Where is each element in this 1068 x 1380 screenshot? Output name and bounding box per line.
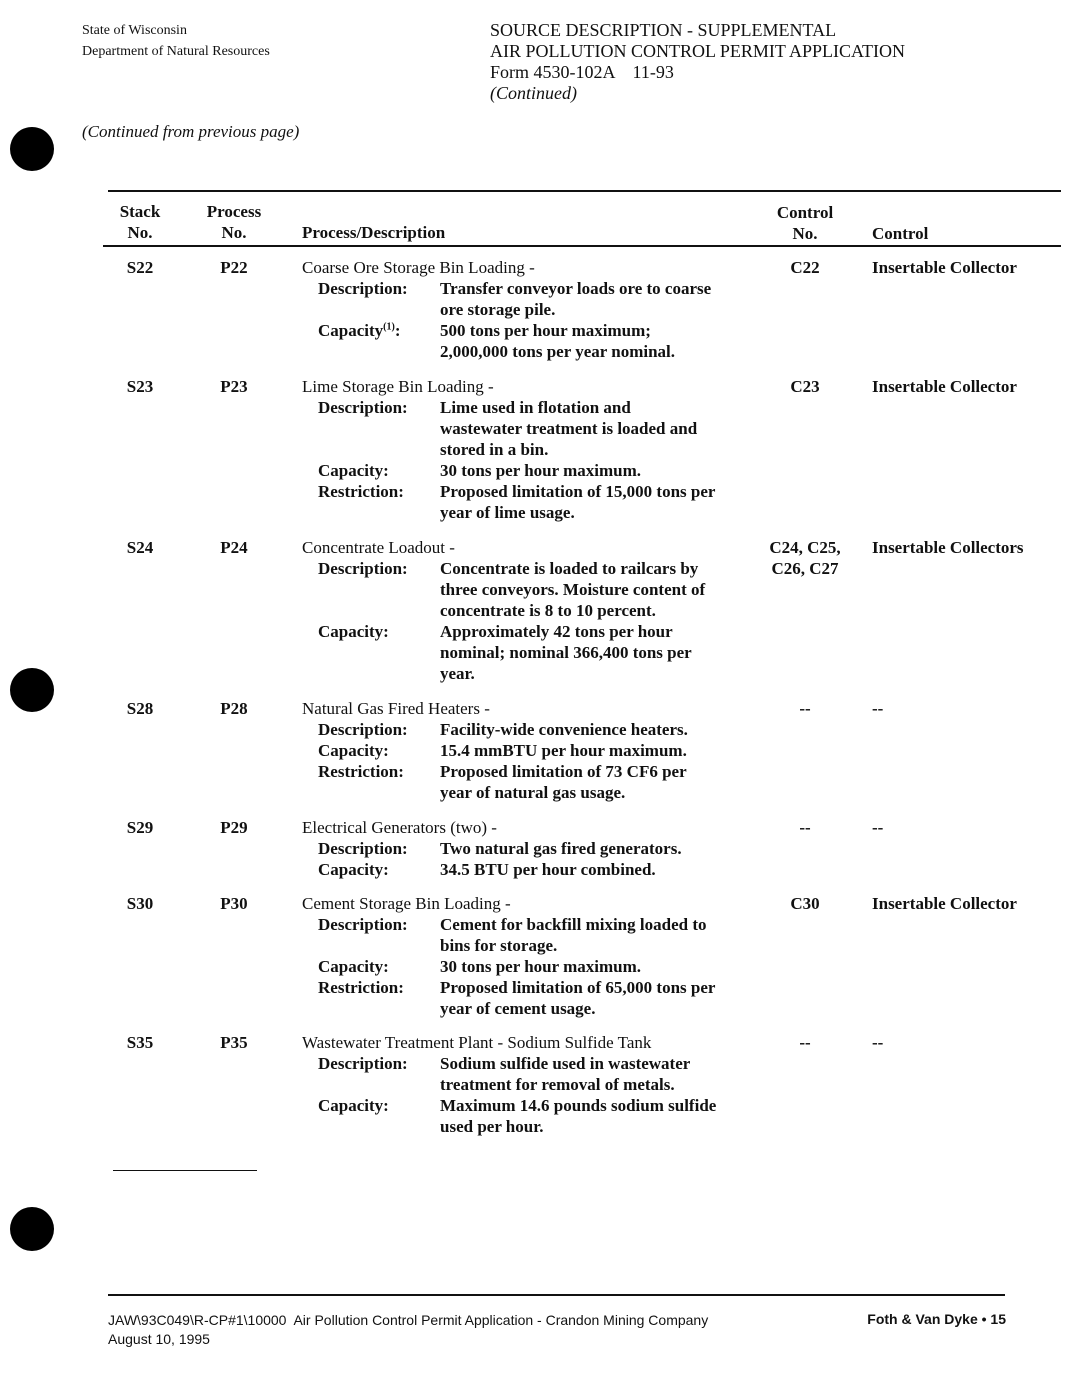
detail-label-text: Restriction: xyxy=(318,762,404,781)
detail-line xyxy=(302,1074,752,1095)
binder-hole-bottom xyxy=(10,1207,54,1251)
detail-label xyxy=(302,663,440,684)
stack-number: S22 xyxy=(126,258,154,277)
stack-number: S30 xyxy=(126,894,154,913)
detail-label xyxy=(302,977,440,998)
process-details xyxy=(302,719,752,803)
control-number-line: C26, C27 xyxy=(771,559,839,578)
detail-label xyxy=(302,859,440,880)
binder-hole-middle xyxy=(10,668,54,712)
detail-label xyxy=(302,320,440,341)
control-number-line: C24, C25, xyxy=(769,538,841,557)
detail-text: Two natural gas fired generators. xyxy=(440,839,682,858)
detail-label xyxy=(302,719,440,740)
agency-department: Department of Natural Resources xyxy=(82,44,270,59)
control-type: Insertable Collector xyxy=(872,377,1017,396)
detail-text: Approximately 42 tons per hour xyxy=(440,622,673,641)
detail-line xyxy=(302,558,752,579)
detail-line xyxy=(302,579,752,600)
process-details xyxy=(302,914,752,1019)
detail-label-text: Description: xyxy=(318,279,408,298)
detail-line xyxy=(302,460,752,481)
detail-line xyxy=(302,859,752,880)
detail-text: Cement for backfill mixing loaded to xyxy=(440,915,707,934)
detail-label-text: Capacity: xyxy=(318,860,389,879)
detail-label-text: Description: xyxy=(318,1054,408,1073)
agency-state: State of Wisconsin xyxy=(82,23,187,38)
detail-line xyxy=(302,621,752,642)
process-title: Lime Storage Bin Loading - xyxy=(302,377,494,396)
col-header-process xyxy=(198,201,270,243)
detail-label xyxy=(302,740,440,761)
detail-text: nominal; nominal 366,400 tons per xyxy=(440,643,692,662)
detail-label-text: Description: xyxy=(318,915,408,934)
detail-label xyxy=(302,397,440,418)
detail-text: year of cement usage. xyxy=(440,999,596,1018)
detail-line xyxy=(302,782,752,803)
detail-line xyxy=(302,956,752,977)
control-number-line: C30 xyxy=(790,894,820,913)
process-title: Electrical Generators (two) - xyxy=(302,818,497,837)
control-number xyxy=(755,1032,855,1053)
process-number: P29 xyxy=(220,818,248,837)
table-header-rule xyxy=(103,245,1061,247)
detail-line xyxy=(302,1053,752,1074)
detail-label xyxy=(302,481,440,502)
control-number xyxy=(755,537,855,579)
form-title-line1: SOURCE DESCRIPTION - SUPPLEMENTAL xyxy=(490,20,837,40)
detail-line xyxy=(302,439,752,460)
detail-text: stored in a bin. xyxy=(440,440,549,459)
control-number-line: C22 xyxy=(790,258,820,277)
detail-line xyxy=(302,642,752,663)
col-header-process-line2: No. xyxy=(221,223,247,242)
detail-label xyxy=(302,761,440,782)
detail-label xyxy=(302,418,440,439)
stack-number: S29 xyxy=(126,818,154,837)
detail-label-text: Capacity: xyxy=(318,741,389,760)
footnote-rule xyxy=(113,1170,257,1171)
detail-line xyxy=(302,838,752,859)
control-number xyxy=(755,257,855,278)
process-number: P28 xyxy=(220,699,248,718)
detail-label xyxy=(302,341,440,362)
detail-text: bins for storage. xyxy=(440,936,558,955)
col-header-control-no-line2: No. xyxy=(792,224,818,243)
control-type: -- xyxy=(872,818,884,837)
detail-text: Sodium sulfide used in wastewater xyxy=(440,1054,691,1073)
detail-label-text: Capacity: xyxy=(318,1096,389,1115)
detail-line xyxy=(302,397,752,418)
detail-label xyxy=(302,956,440,977)
control-type: -- xyxy=(872,1033,884,1052)
control-number-line: C23 xyxy=(790,377,820,396)
stack-number: S35 xyxy=(126,1033,154,1052)
detail-label xyxy=(302,278,440,299)
control-number xyxy=(755,698,855,719)
col-header-stack xyxy=(110,201,170,243)
detail-line xyxy=(302,740,752,761)
detail-label-text: Description: xyxy=(318,398,408,417)
form-number: Form 4530-102A 11-93 xyxy=(490,62,674,82)
detail-label-text: Restriction: xyxy=(318,978,404,997)
detail-line xyxy=(302,278,752,299)
process-title: Concentrate Loadout - xyxy=(302,538,455,557)
control-number xyxy=(755,817,855,838)
detail-label xyxy=(302,600,440,621)
detail-line xyxy=(302,914,752,935)
col-header-process-line1: Process xyxy=(206,202,262,221)
detail-label xyxy=(302,502,440,523)
detail-label xyxy=(302,1074,440,1095)
detail-text: used per hour. xyxy=(440,1117,544,1136)
detail-line xyxy=(302,663,752,684)
detail-label-text: Description: xyxy=(318,720,408,739)
detail-line xyxy=(302,481,752,502)
stack-number: S23 xyxy=(126,377,154,396)
binder-hole-top xyxy=(10,127,54,171)
control-type: Insertable Collector xyxy=(872,894,1017,913)
process-details xyxy=(302,838,752,880)
detail-line xyxy=(302,719,752,740)
process-number: P22 xyxy=(220,258,248,277)
detail-text: Maximum 14.6 pounds sodium sulfide xyxy=(440,1096,717,1115)
detail-label-text: Capacity xyxy=(318,321,384,340)
control-number xyxy=(755,893,855,914)
detail-label-suffix: : xyxy=(394,321,401,340)
process-title: Natural Gas Fired Heaters - xyxy=(302,699,490,718)
detail-text: 30 tons per hour maximum. xyxy=(440,461,642,480)
detail-label-text: Capacity: xyxy=(318,461,389,480)
footer-rule xyxy=(108,1294,1005,1296)
detail-text: 30 tons per hour maximum. xyxy=(440,957,642,976)
detail-label-text: Description: xyxy=(318,559,408,578)
continued-from-note: (Continued from previous page) xyxy=(82,122,300,141)
col-header-description: Process/Description xyxy=(302,223,446,242)
control-number-line: -- xyxy=(799,1033,811,1052)
form-continued: (Continued) xyxy=(490,83,577,103)
control-type: Insertable Collector xyxy=(872,258,1017,277)
detail-label xyxy=(302,439,440,460)
col-header-stack-line1: Stack xyxy=(119,202,161,221)
detail-text: Proposed limitation of 15,000 tons per xyxy=(440,482,716,501)
process-number: P23 xyxy=(220,377,248,396)
col-header-control-no xyxy=(755,202,855,244)
detail-text: Transfer conveyor loads ore to coarse xyxy=(440,279,712,298)
detail-line xyxy=(302,418,752,439)
detail-label-text: Capacity: xyxy=(318,622,389,641)
detail-text: year. xyxy=(440,664,475,683)
detail-text: three conveyors. Moisture content of xyxy=(440,580,706,599)
detail-label xyxy=(302,1053,440,1074)
process-details xyxy=(302,558,752,684)
detail-line xyxy=(302,502,752,523)
footnote-marker: (1) xyxy=(383,321,395,333)
detail-label xyxy=(302,621,440,642)
agency-block xyxy=(82,20,270,62)
control-number-line: -- xyxy=(799,699,811,718)
control-number-line: -- xyxy=(799,818,811,837)
detail-label xyxy=(302,1116,440,1137)
detail-label xyxy=(302,642,440,663)
detail-text: Lime used in flotation and xyxy=(440,398,631,417)
control-number xyxy=(755,376,855,397)
control-type: Insertable Collectors xyxy=(872,538,1024,557)
process-title: Coarse Ore Storage Bin Loading - xyxy=(302,258,535,277)
footer-path: JAW\93C049\R-CP#1\10000 Air Pollution Control Permit Application - Crandon Mining Company xyxy=(108,1312,709,1328)
col-header-control-no-line1: Control xyxy=(776,203,834,222)
detail-line xyxy=(302,998,752,1019)
col-header-control: Control xyxy=(872,224,929,243)
detail-label-text: Restriction: xyxy=(318,482,404,501)
detail-text: treatment for removal of metals. xyxy=(440,1075,675,1094)
detail-label xyxy=(302,935,440,956)
process-title: Cement Storage Bin Loading - xyxy=(302,894,511,913)
detail-label xyxy=(302,838,440,859)
footer-left xyxy=(108,1311,708,1349)
detail-label xyxy=(302,914,440,935)
process-title: Wastewater Treatment Plant - Sodium Sulfide Tank xyxy=(302,1033,652,1052)
detail-text: ore storage pile. xyxy=(440,300,556,319)
detail-line xyxy=(302,320,752,341)
detail-label xyxy=(302,460,440,481)
detail-text: 34.5 BTU per hour combined. xyxy=(440,860,656,879)
detail-text: Facility-wide convenience heaters. xyxy=(440,720,688,739)
detail-text: Proposed limitation of 73 CF6 per xyxy=(440,762,687,781)
footer-firm-page: Foth & Van Dyke • 15 xyxy=(867,1311,1006,1327)
detail-label xyxy=(302,1095,440,1116)
detail-label xyxy=(302,299,440,320)
control-type: -- xyxy=(872,699,884,718)
col-header-stack-line2: No. xyxy=(127,223,153,242)
process-details xyxy=(302,397,752,523)
table-top-rule xyxy=(108,190,1061,192)
detail-label xyxy=(302,579,440,600)
detail-label xyxy=(302,558,440,579)
detail-line xyxy=(302,1095,752,1116)
process-details xyxy=(302,278,752,362)
detail-line xyxy=(302,600,752,621)
detail-line xyxy=(302,977,752,998)
detail-text: year of natural gas usage. xyxy=(440,783,626,802)
detail-line xyxy=(302,299,752,320)
footer-date: August 10, 1995 xyxy=(108,1331,210,1347)
detail-text: wastewater treatment is loaded and xyxy=(440,419,698,438)
detail-line xyxy=(302,935,752,956)
process-number: P35 xyxy=(220,1033,248,1052)
process-number: P30 xyxy=(220,894,248,913)
detail-line xyxy=(302,761,752,782)
detail-text: 15.4 mmBTU per hour maximum. xyxy=(440,741,687,760)
detail-text: Proposed limitation of 65,000 tons per xyxy=(440,978,716,997)
detail-text: concentrate is 8 to 10 percent. xyxy=(440,601,656,620)
detail-line xyxy=(302,1116,752,1137)
process-number: P24 xyxy=(220,538,248,557)
detail-line xyxy=(302,341,752,362)
detail-label xyxy=(302,998,440,1019)
detail-text: 500 tons per hour maximum; xyxy=(440,321,651,340)
detail-text: 2,000,000 tons per year nominal. xyxy=(440,342,676,361)
detail-label-text: Description: xyxy=(318,839,408,858)
process-details xyxy=(302,1053,752,1137)
stack-number: S24 xyxy=(126,538,154,557)
detail-label xyxy=(302,782,440,803)
detail-text: Concentrate is loaded to railcars by xyxy=(440,559,699,578)
form-title-line2: AIR POLLUTION CONTROL PERMIT APPLICATION xyxy=(490,41,906,61)
form-header xyxy=(490,20,905,104)
stack-number: S28 xyxy=(126,699,154,718)
detail-text: year of lime usage. xyxy=(440,503,575,522)
detail-label-text: Capacity: xyxy=(318,957,389,976)
